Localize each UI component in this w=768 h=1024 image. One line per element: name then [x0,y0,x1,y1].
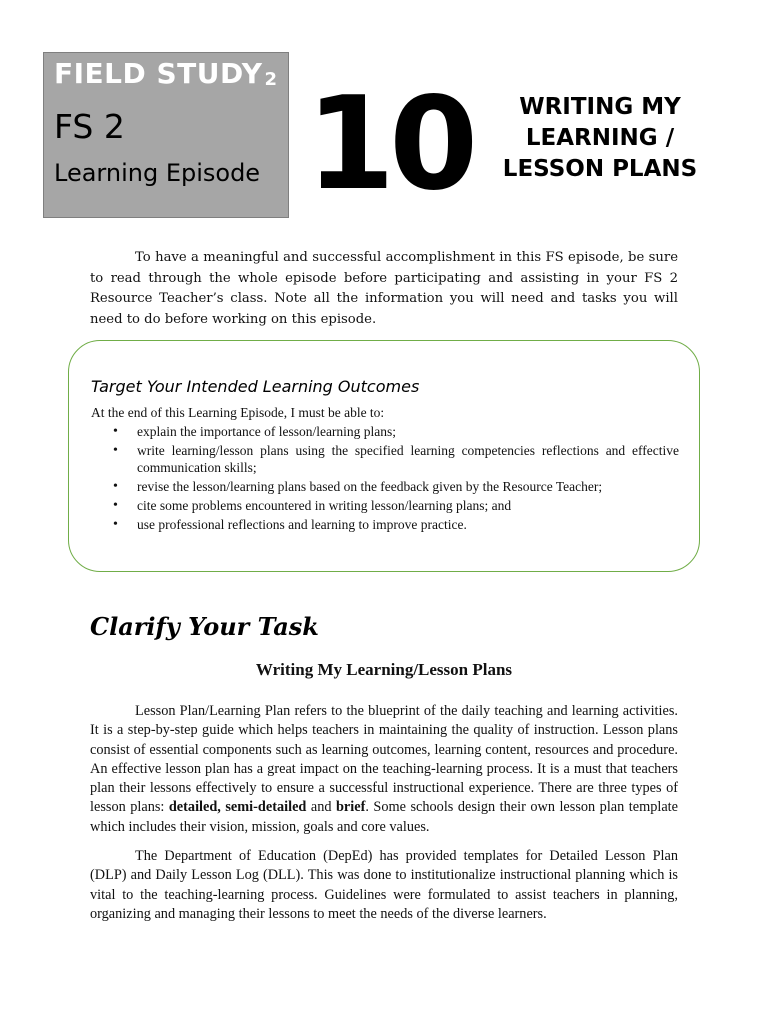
outcome-item: • use professional reflections and learning to improve practice. [137,516,679,533]
outcome-item: • revise the lesson/learning plans based on the feedback given by the Resource Teacher; [137,478,679,495]
learning-outcomes-box [68,340,700,572]
outcome-item: • explain the importance of lesson/learning plans; [137,423,679,440]
episode-header-box [43,52,289,218]
episode-label: Learning Episode [54,159,261,187]
outcomes-lead: At the end of this Learning Episode, I must be able to: [91,405,385,420]
section-title: Writing My Learning/Lesson Plans [255,660,513,679]
bold-brief: brief [335,799,366,816]
clarify-task-heading: Clarify Your Task [90,612,319,641]
course-code: FS 2 [54,107,125,146]
outcome-item: • write learning/lesson plans using the specified learning competencies reflections and effective communication skills; [137,442,679,476]
bold-lesson-types: detailed, semi-detailed [168,799,307,816]
series-label: FIELD STUDY 2 [54,57,278,90]
intro-paragraph: To have a meaningful and successful accomplishment in this FS episode, be sure to read through the whole episode before participating and assisting in your FS 2 Resource Teacher’s class. Note all the information you will need and tasks you will need to do before working on this episode. [90,250,678,327]
lesson-plan-definition-paragraph: Lesson Plan/Learning Plan refers to the blueprint of the daily teaching and learning activities. It is a step-by-step guide which helps teachers in maintaining the quality of instruction. Lesson plans consist of essential components such as learning outcomes, learning content, resources and procedure. An effective lesson plan has a great impact on the teaching-learning process. It is a must that teachers plan their lessons effectively to ensure a successful instructional experience. There are three types of lesson plans: detailed, semi-detailed and brief. Some schools design their own lesson plan template which includes their vision, mission, goals and core values. [90,703,678,835]
series-number: 2 [264,69,278,90]
deped-templates-paragraph: The Department of Education (DepEd) has provided templates for Detailed Lesson Plan (DLP) and Daily Lesson Log (DLL). This was done to institutionalize instructional planning which is vital to the teaching-learning process. Guidelines were formulated to assist teachers in planning, organizing and managing their lessons to meet the needs of the diverse learners. [90,848,678,922]
outcome-item: • cite some problems encountered in writing lesson/learning plans; and [137,497,679,514]
episode-title: WRITING MY LEARNING / LESSON PLANS [502,94,698,182]
outcomes-heading: Target Your Intended Learning Outcomes [91,377,420,396]
outcomes-list [137,423,679,535]
episode-number: 10 [306,70,473,219]
